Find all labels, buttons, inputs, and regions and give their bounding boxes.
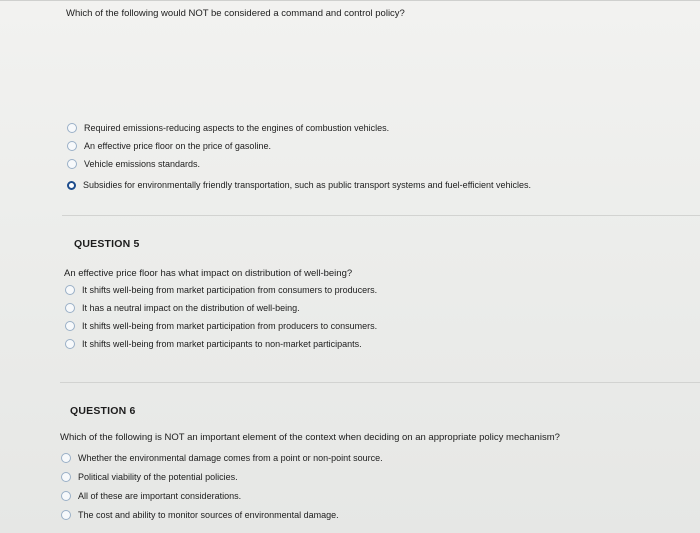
option-label: The cost and ability to monitor sources of environmental damage. [78, 509, 339, 520]
option-label: Vehicle emissions standards. [84, 159, 201, 169]
radio-button[interactable] [61, 510, 71, 520]
question-5-text: An effective price floor has what impact on distribution of well-being? [64, 268, 353, 279]
option-label: All of these are important considerations. [78, 490, 242, 501]
question-6-option-2[interactable] [61, 467, 383, 486]
option-label: It shifts well-being from market participation from producers to consumers. [82, 321, 378, 331]
radio-button[interactable] [65, 321, 75, 331]
section-divider [62, 215, 700, 216]
radio-button[interactable] [67, 141, 77, 151]
question-5-option-3[interactable] [65, 317, 377, 335]
radio-button[interactable] [61, 491, 71, 501]
option-label: It has a neutral impact on the distribution of well-being. [82, 303, 300, 313]
question-4-option-4[interactable] [67, 176, 531, 194]
question-6-option-1[interactable] [61, 448, 383, 467]
question-6-option-3[interactable] [61, 486, 383, 505]
question-4-option-1[interactable] [67, 119, 531, 137]
question-5-option-4[interactable] [65, 335, 377, 353]
option-label: It shifts well-being from market participants to non-market participants. [82, 339, 362, 349]
question-6-option-4[interactable] [61, 505, 383, 524]
radio-button[interactable] [61, 453, 71, 463]
radio-button[interactable] [67, 159, 77, 169]
question-6-title: QUESTION 6 [70, 405, 136, 417]
question-4-option-3[interactable] [67, 155, 531, 173]
question-5-title: QUESTION 5 [74, 238, 140, 250]
radio-button[interactable] [61, 472, 71, 482]
question-6-options [61, 448, 383, 524]
radio-button[interactable] [65, 339, 75, 349]
option-label: Required emissions-reducing aspects to the engines of combustion vehicles. [84, 123, 390, 133]
radio-button-selected[interactable] [67, 181, 76, 190]
radio-button[interactable] [65, 303, 75, 313]
question-4-option-2[interactable] [67, 137, 531, 155]
option-label: Whether the environmental damage comes from a point or non-point source. [78, 452, 383, 463]
option-label: Subsidies for environmentally friendly transportation, such as public transport systems and fuel-efficient vehicles. [83, 180, 532, 190]
question-5-options [65, 281, 377, 353]
section-divider [60, 382, 700, 383]
radio-button[interactable] [65, 285, 75, 295]
option-label: An effective price floor on the price of gasoline. [84, 141, 271, 151]
top-divider [0, 0, 700, 1]
question-6-text: Which of the following is NOT an important element of the context when deciding on an appropriate policy mechanism? [60, 432, 560, 443]
question-4-text: Which of the following would NOT be considered a command and control policy? [66, 8, 405, 19]
question-5-option-1[interactable] [65, 281, 377, 299]
question-4-options [67, 119, 531, 194]
option-label: Political viability of the potential policies. [78, 471, 238, 482]
question-5-option-2[interactable] [65, 299, 377, 317]
radio-button[interactable] [67, 123, 77, 133]
option-label: It shifts well-being from market participation from consumers to producers. [82, 285, 378, 295]
